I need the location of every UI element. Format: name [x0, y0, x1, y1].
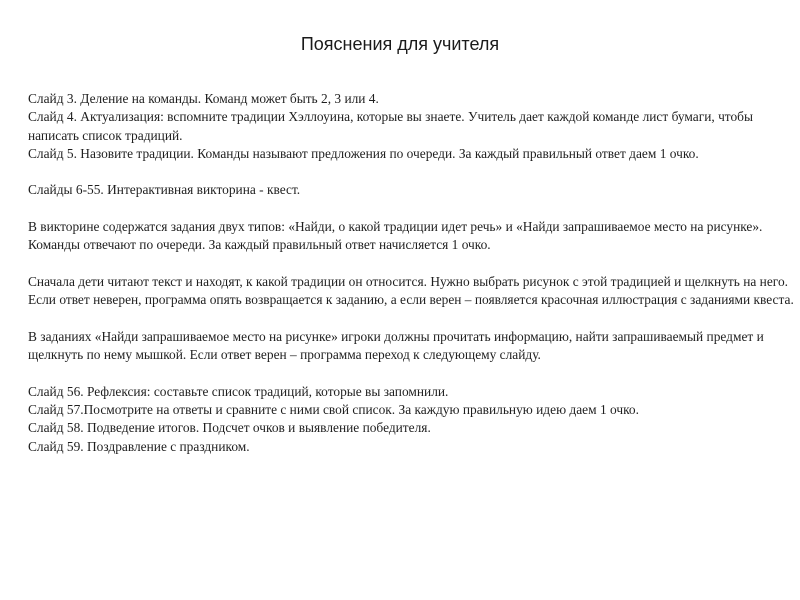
paragraph-slide-4: Слайд 4. Актуализация: вспомните традиции Хэллоуина, которые вы знаете. Учитель дает каждой команде лист бумаги, чтобы написать список традиций. [28, 109, 753, 143]
paragraph-quiz-types: В викторине содержатся задания двух типов: «Найди, о какой традиции идет речь» и «Найди запрашиваемое место на рисунке». Команды отвечают по очереди. За каждый правильный ответ начисляется 1 очко. [28, 219, 763, 253]
spacer [28, 255, 796, 273]
paragraph-slide-56: Слайд 56. Рефлексия: составьте список традиций, которые вы запомнили. [28, 383, 449, 399]
paragraph-quiz-procedure: Сначала дети читают текст и находят, к какой традиции он относится. Нужно выбрать рисунок с этой традицией и щелкнуть на него. Если ответ неверен, программа опять возвращается к заданию, а если верен – появляется красочная иллюстрация с заданиями квеста. [28, 273, 794, 308]
spacer [28, 200, 796, 218]
paragraph-slide-3: Слайд 3. Деление на команды. Команд может быть 2, 3 или 4. [28, 91, 379, 106]
paragraph-find-place: В заданиях «Найди запрашиваемое место на рисунке» игроки должны прочитать информацию, найти запрашиваемый предмет и щелкнуть по нему мышкой. Если ответ верен – программа переход к следующему слайду. [28, 328, 764, 363]
paragraph-slides-6-55: Слайды 6-55. Интерактивная викторина - квест. [28, 182, 301, 198]
paragraph-slide-5: Слайд 5. Назовите традиции. Команды называют предложения по очереди. За каждый правильный ответ даем 1 очко. [28, 145, 699, 161]
notes-body [28, 90, 796, 456]
page-title: Пояснения для учителя [300, 34, 500, 54]
paragraph-slide-58: Слайд 58. Подведение итогов. Подсчет очков и выявление победителя. [28, 420, 431, 436]
spacer [28, 310, 796, 328]
spacer [28, 163, 796, 181]
paragraph-slide-59: Слайд 59. Поздравление с праздником. [28, 438, 250, 454]
paragraph-slide-57: Слайд 57.Посмотрите на ответы и сравните с ними свой список. За каждую правильную идею даем 1 очко. [28, 402, 639, 418]
spacer [28, 364, 796, 382]
